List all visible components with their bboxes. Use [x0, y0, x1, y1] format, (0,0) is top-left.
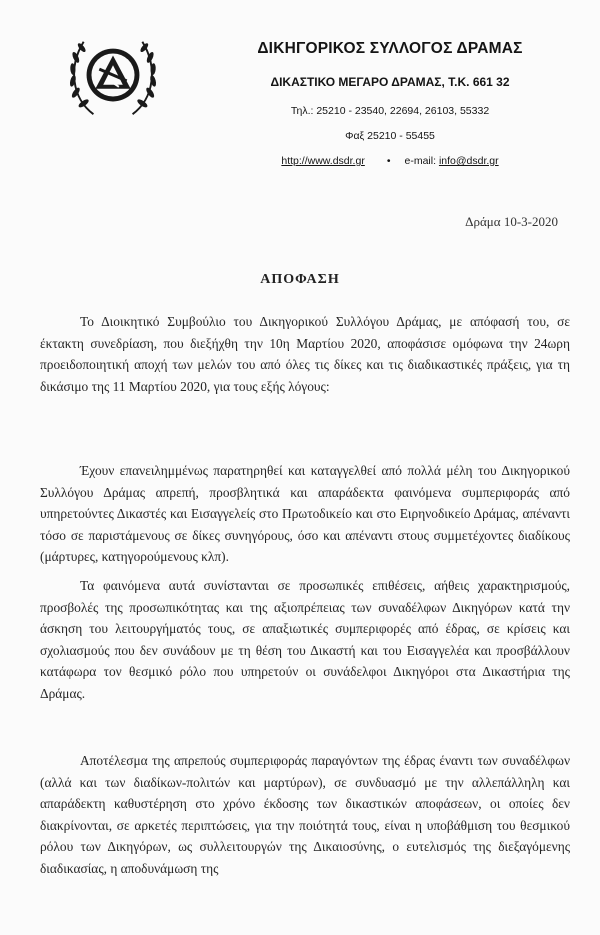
- paragraph-2: Έχουν επανειλημμένως παρατηρηθεί και καταγγελθεί από πολλά μέλη του Δικηγορικού Συλλόγου Δράμας απρεπή, προσβλητικά και απαράδεκτα φαινόμενα συμπεριφοράς από υπηρετούντες Δικαστές και Εισαγγελείς στο Πρωτοδικείο και στο Ειρηνοδικείο Δράμας, απέναντι τόσο σε παριστάμενους σε δίκες συνηγόρους, όσο και απέναντι στους συμμετέχοντες διαδίκους (μάρτυρες, κατηγορούμενους κλπ).: [40, 463, 570, 564]
- paragraph-1: Το Διοικητικό Συμβούλιο του Δικηγορικού Συλλόγου Δράμας, με απόφασή του, σε έκτακτη συνεδρίαση, που διεξήχθη την 10η Μαρτίου 2020, αποφάσισε ομόφωνα την 24ωρη προειδοποιητική αποχή των μελών του από όλες τις δίκες και τις διαδικαστικές πράξεις, για τη δικάσιμο της 11 Μαρτίου 2020, για τους εξής λόγους:: [40, 314, 570, 394]
- website-link[interactable]: http://www.dsdr.gr: [281, 155, 365, 167]
- paragraph-3: Τα φαινόμενα αυτά συνίστανται σε προσωπικές επιθέσεις, αήθεις χαρακτηρισμούς, προσβολές της προσωπικότητας και της αξιοπρέπειας των συναδέλφων Δικηγόρων κατά την άσκηση του λειτουργήματός τους, σε απαξιωτικές συμπεριφορές από έδρας, σε κρίσεις και σχολιασμούς που δεν συνάδουν με τη θέση του Δικαστή και του Εισαγγελέα και προσβάλλουν κατάφωρα τον θεσμικό ρόλο που υπηρετούν οι συνάδελφοι Δικηγόροι στα Δικαστήρια της Δράμας.: [40, 578, 570, 701]
- association-phones: Τηλ.: 25210 - 23540, 22694, 26103, 55332: [290, 105, 490, 117]
- association-contacts: http://www.dsdr.gr • e-mail: info@dsdr.gr: [281, 155, 499, 167]
- association-address: ΔΙΚΑΣΤΙΚΟ ΜΕΓΑΡΟ ΔΡΑΜΑΣ, Τ.Κ. 661 32: [270, 75, 510, 89]
- bar-association-emblem-icon: [64, 30, 162, 122]
- document-title: ΑΠΟΦΑΣΗ: [260, 272, 340, 287]
- association-name: ΔΙΚΗΓΟΡΙΚΟΣ ΣΥΛΛΟΓΟΣ ΔΡΑΜΑΣ: [257, 40, 523, 57]
- email-link[interactable]: info@dsdr.gr: [438, 155, 499, 167]
- email-label: e-mail:: [404, 155, 437, 167]
- association-fax: Φαξ 25210 - 55455: [345, 130, 435, 142]
- document-date: Δράμα 10-3-2020: [465, 214, 558, 229]
- paragraph-4: Αποτέλεσμα της απρεπούς συμπεριφοράς παραγόντων της έδρας έναντι των συναδέλφων (αλλά και των διαδίκων-πολιτών και μαρτύρων), σε συνδυασμό με την αλλεπάλληλη και απαράδεκτη καθυστέρηση στο χρόνο έκδοσης των δικαστικών αποφάσεων, οι οποίες δεν διακρίνονται, σε αρκετές περιπτώσεις, για την ποιότητά τους, είναι η υποβάθμιση του θεσμικού ρόλου των Δικηγόρων, ως συλλειτουργών της Δικαιοσύνης, ο ευτελισμός της διεξαγόμενης διαδικασίας, η αποδυνάμωση της: [40, 753, 570, 876]
